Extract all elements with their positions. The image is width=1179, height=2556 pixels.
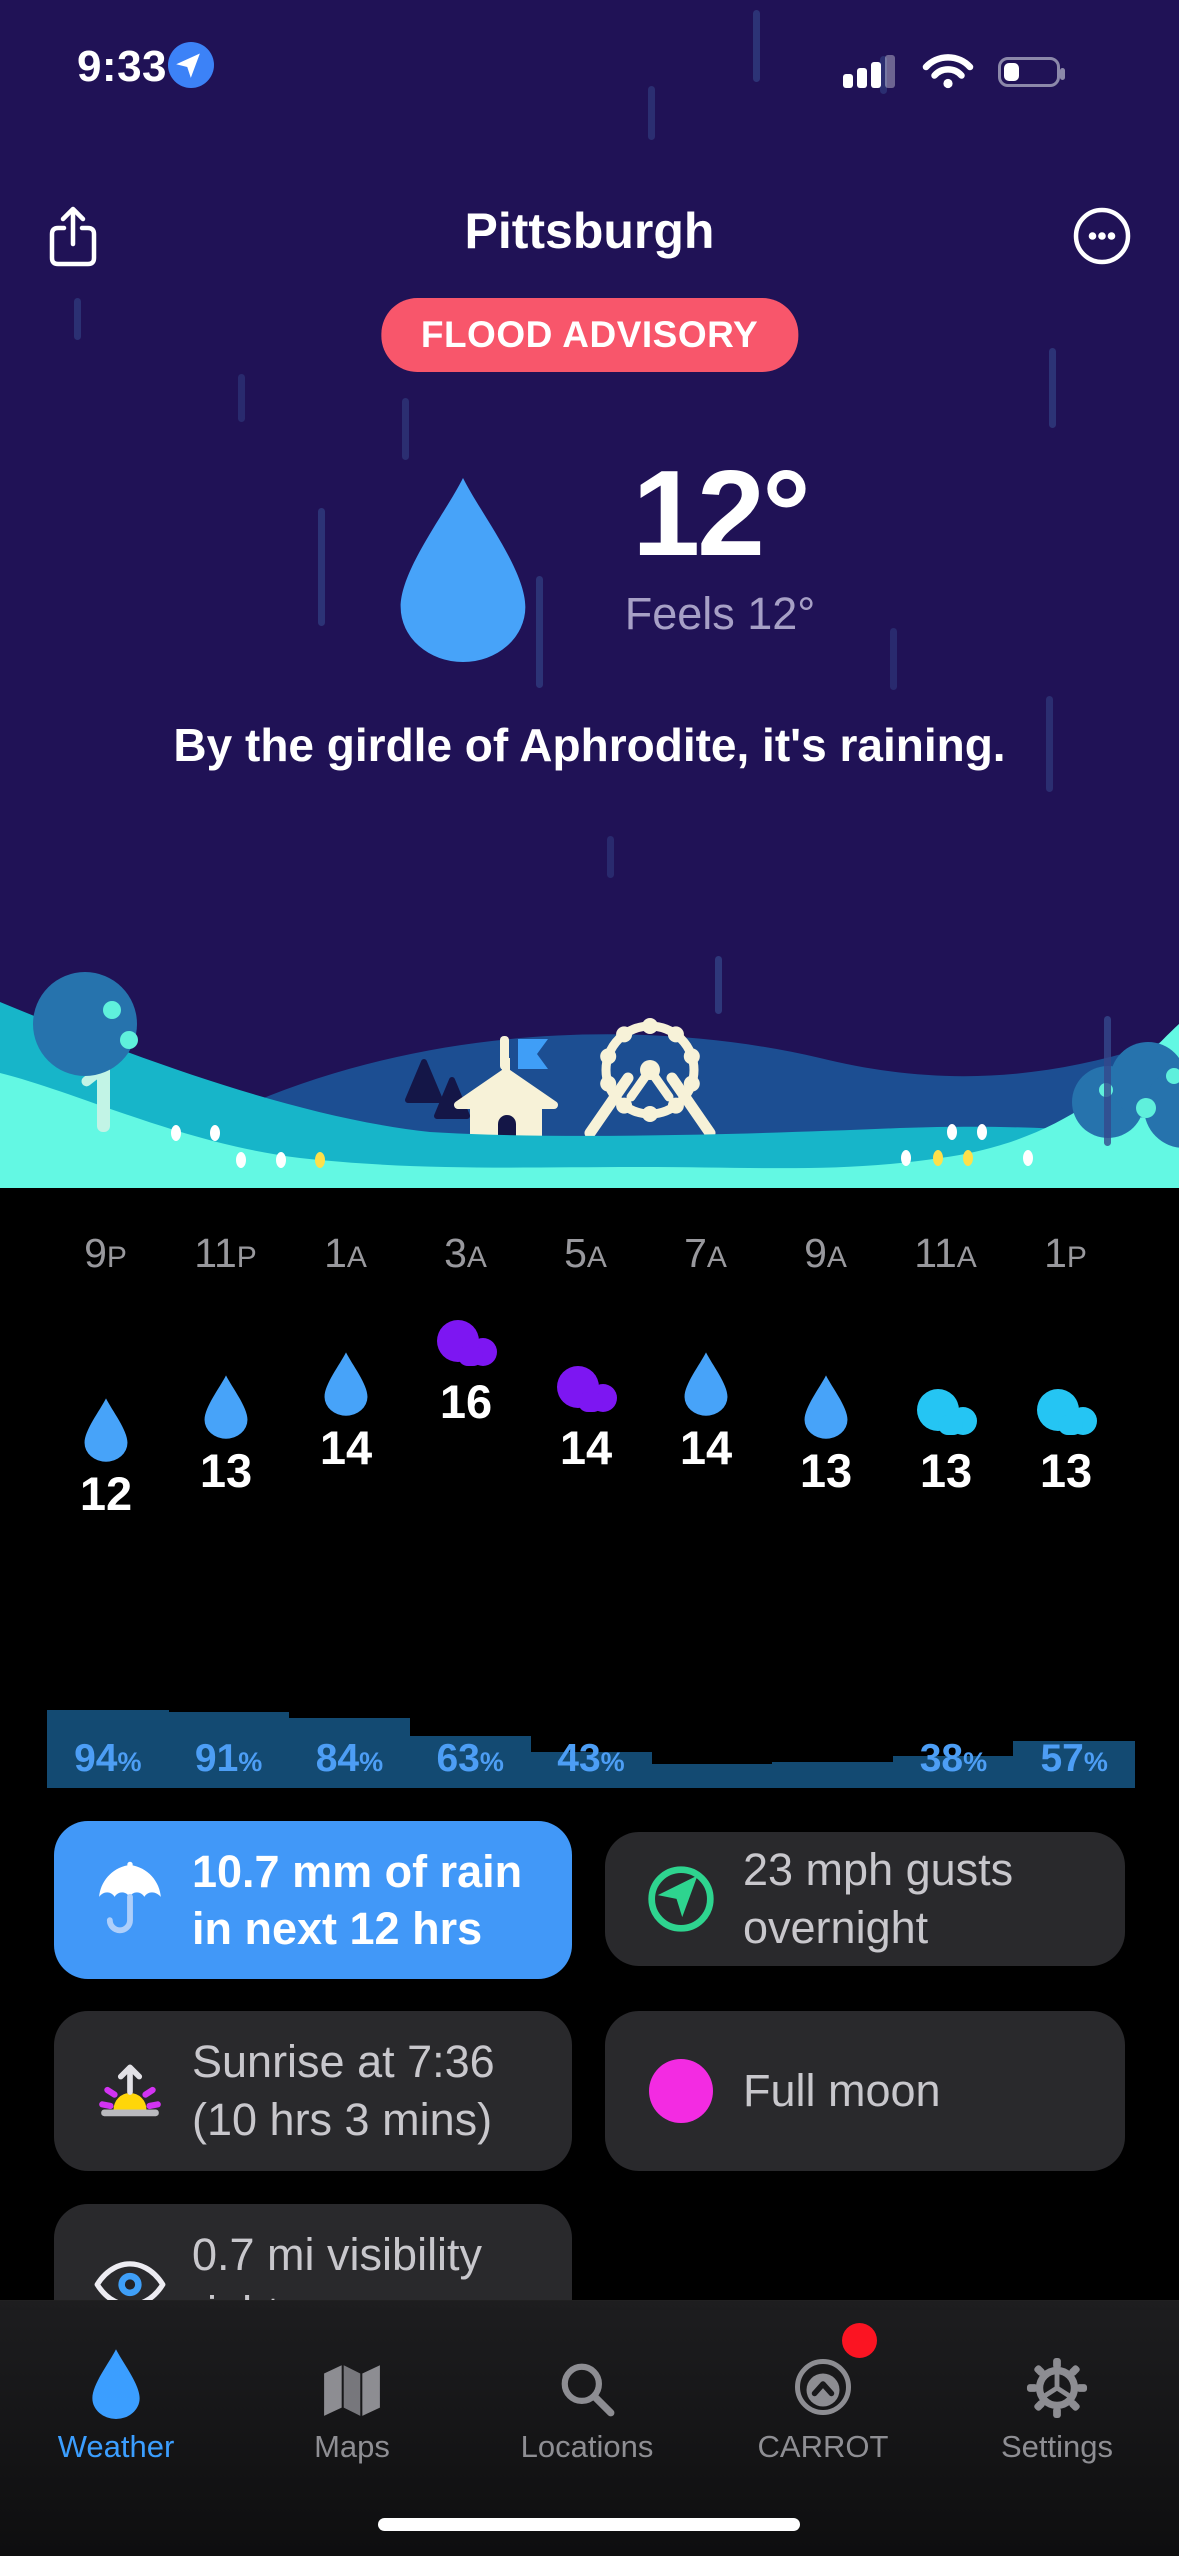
- precip-bar: [47, 1710, 169, 1788]
- map-icon: [264, 2333, 440, 2419]
- cloud-purple-icon: [553, 1362, 619, 1421]
- precip-percentage: 57%: [1040, 1737, 1108, 1780]
- wifi-icon: [922, 53, 974, 94]
- precip-percentage: 63%: [436, 1737, 504, 1780]
- precip-bar: [772, 1762, 894, 1788]
- umbrella-icon: [90, 1861, 170, 1939]
- hourly-time: 3A: [444, 1230, 488, 1276]
- precip-bar: [409, 1736, 531, 1788]
- tab-weather[interactable]: [28, 2333, 204, 2465]
- card-rain[interactable]: [54, 1821, 572, 1979]
- hourly-item[interactable]: [886, 1200, 1006, 1550]
- tab-locations[interactable]: [499, 2333, 675, 2465]
- raindrop-icon: [28, 2333, 204, 2419]
- gear-icon: [969, 2333, 1145, 2419]
- precip-bar: [1013, 1737, 1135, 1788]
- card-text: Full moon: [743, 2064, 941, 2116]
- precip-percentage: 94%: [74, 1737, 142, 1780]
- hourly-time: 11P: [194, 1230, 258, 1276]
- tab-label: Weather: [57, 2429, 175, 2464]
- hourly-temperature: 14: [679, 1421, 733, 1474]
- hourly-item[interactable]: [766, 1200, 886, 1550]
- notification-badge: [842, 2323, 877, 2358]
- hourly-time: 1P: [1044, 1230, 1088, 1276]
- precip-percentage: 84%: [315, 1737, 384, 1780]
- card-text: Sunrise at 7:36 (10 hrs 3 mins): [192, 2035, 495, 2145]
- hourly-item[interactable]: [406, 1200, 526, 1550]
- battery-icon: [998, 57, 1060, 87]
- page-title: Pittsburgh: [464, 203, 715, 259]
- tab-label: Settings: [1000, 2429, 1113, 2464]
- hourly-time: 11A: [914, 1230, 978, 1276]
- hourly-time: 9P: [84, 1230, 128, 1276]
- raindrop-icon: [83, 1396, 130, 1467]
- card-text: 10.7 mm of rain in next 12 hrs: [192, 1845, 523, 1954]
- precip-percentage: 43%: [557, 1737, 625, 1780]
- full-moon-icon: [641, 2056, 721, 2126]
- precip-bar: [168, 1712, 290, 1788]
- hourly-time: 7A: [684, 1230, 728, 1276]
- cloud-cyan-icon: [913, 1385, 979, 1444]
- card-text: 23 mph gusts overnight: [743, 1843, 1014, 1953]
- hourly-item[interactable]: [166, 1200, 286, 1550]
- hourly-item[interactable]: [1006, 1200, 1126, 1550]
- feels-like-temperature: Feels 12°: [624, 588, 816, 639]
- tab-label: CARROT: [757, 2429, 889, 2464]
- tab-label: Maps: [314, 2429, 390, 2464]
- hourly-temperature: 16: [439, 1375, 493, 1428]
- home-indicator[interactable]: [378, 2518, 800, 2531]
- current-condition-raindrop-icon: [392, 472, 534, 667]
- card-text: 0.7 mi visibility: [192, 2228, 483, 2280]
- more-options-button[interactable]: [1072, 206, 1132, 271]
- hourly-item[interactable]: [646, 1200, 766, 1550]
- cloud-cyan-icon: [1033, 1385, 1099, 1444]
- precip-percentage: 91%: [194, 1737, 263, 1780]
- hourly-item[interactable]: [46, 1200, 166, 1550]
- current-temperature: 12°: [632, 445, 808, 581]
- location-services-icon: [168, 42, 214, 88]
- hourly-time: 5A: [564, 1230, 608, 1276]
- scenery-illustration: [0, 957, 1179, 1188]
- raindrop-icon: [323, 1350, 370, 1421]
- cellular-signal-icon: [843, 55, 899, 88]
- precip-bar: [289, 1718, 411, 1788]
- hourly-item[interactable]: [526, 1200, 646, 1550]
- tab-settings[interactable]: [969, 2333, 1145, 2465]
- current-temperature-block: [545, 445, 895, 640]
- precip-bar: [893, 1737, 1015, 1788]
- raindrop-icon: [803, 1373, 850, 1444]
- raindrop-icon: [683, 1350, 730, 1421]
- precip-bar: [530, 1737, 652, 1788]
- hourly-temperature: 13: [1039, 1444, 1093, 1497]
- raindrop-icon: [203, 1373, 250, 1444]
- card-gusts[interactable]: [605, 1832, 1125, 1966]
- tab-carrot[interactable]: [735, 2333, 911, 2465]
- precip-percentage: 38%: [919, 1737, 988, 1780]
- precip-bar: [651, 1764, 773, 1788]
- weather-tagline: By the girdle of Aphrodite, it's raining.: [173, 719, 1006, 771]
- sunrise-icon: [90, 2058, 170, 2124]
- hourly-temperature: 13: [199, 1444, 253, 1497]
- hourly-time: 9A: [804, 1230, 848, 1276]
- hourly-temperature: 13: [919, 1444, 973, 1497]
- card-sunrise[interactable]: [54, 2011, 572, 2171]
- tab-label: Locations: [520, 2429, 654, 2464]
- hourly-temperature: 14: [319, 1421, 373, 1474]
- precipitation-chart[interactable]: [0, 1690, 1179, 1788]
- wind-compass-icon: [641, 1863, 721, 1935]
- hourly-item[interactable]: [286, 1200, 406, 1550]
- status-time: 9:33: [76, 42, 168, 91]
- card-moon[interactable]: [605, 2011, 1125, 2171]
- cloud-purple-icon: [433, 1316, 499, 1375]
- hourly-time: 1A: [324, 1230, 368, 1276]
- tab-maps[interactable]: [264, 2333, 440, 2465]
- hourly-temperature: 12: [79, 1467, 133, 1520]
- hourly-temperature: 14: [559, 1421, 613, 1474]
- weather-alert-badge[interactable]: FLOOD ADVISORY: [381, 298, 798, 372]
- search-icon: [499, 2333, 675, 2419]
- hourly-temperature: 13: [799, 1444, 853, 1497]
- carrot-icon: [735, 2333, 911, 2419]
